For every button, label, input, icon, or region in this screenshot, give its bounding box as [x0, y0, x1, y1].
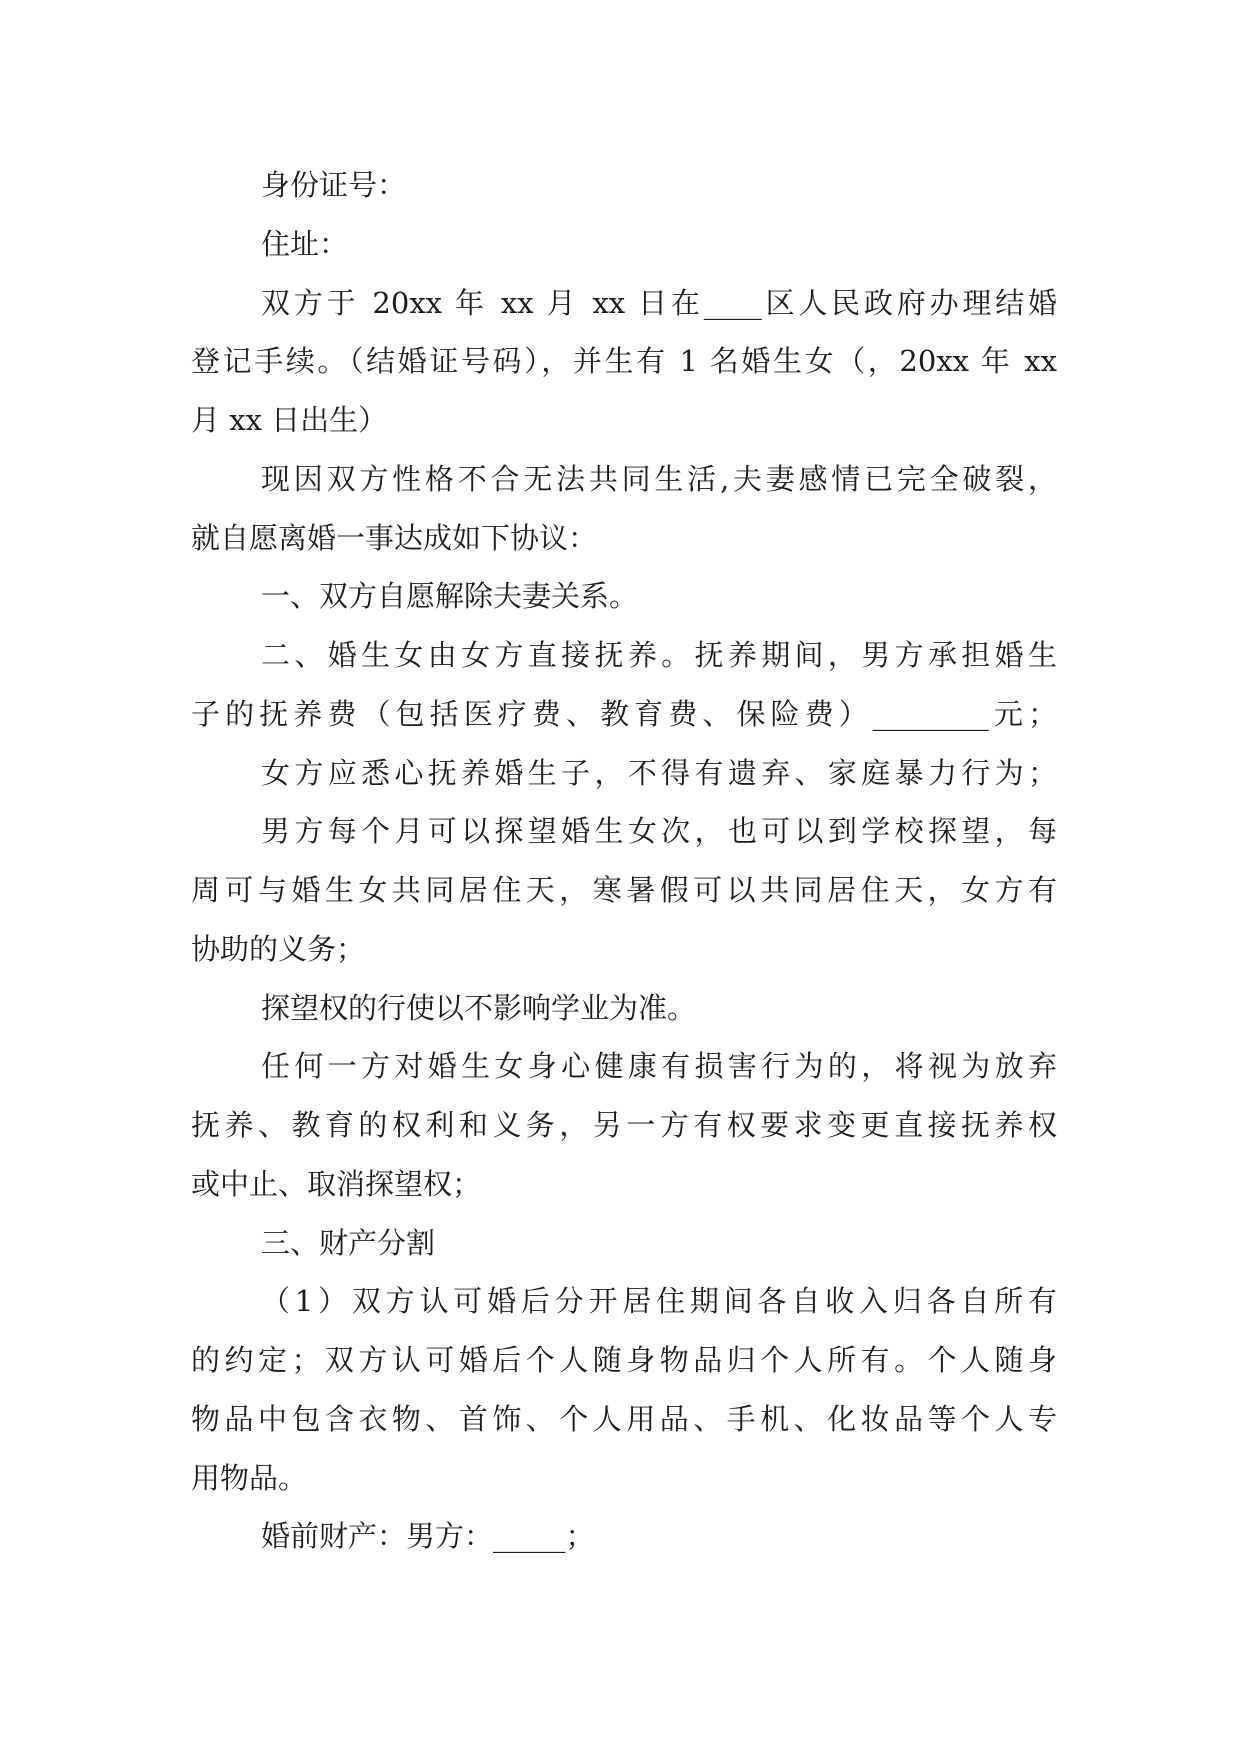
text-line: 探望权的行使以不影响学业为准。 [261, 990, 697, 1025]
clause-1-dissolve-marriage [191, 567, 1057, 626]
text-line: 二、婚生女由女方直接抚养。抚养期间，男方承担婚生 [261, 638, 1057, 672]
document-body [191, 156, 1057, 1566]
text-line: 协助的义务； [191, 931, 366, 966]
text-line: 一、双方自愿解除夫妻关系。 [261, 579, 639, 614]
text-line: 三、财产分割 [261, 1225, 436, 1260]
paragraph-premarital-property [191, 1507, 1057, 1566]
text-line: 物品中包含衣物、首饰、个人用品、手机、化妆品等个人专 [191, 1401, 1057, 1436]
text-line: 现因双方性格不合无法共同生活,夫妻感情已完全破裂， [261, 461, 1057, 496]
clause-2-child-custody [191, 626, 1057, 744]
text-line: 就自愿离婚一事达成如下协议： [191, 520, 598, 555]
paragraph-visitation [191, 802, 1057, 978]
text-line: 周可与婚生女共同居住天，寒暑假可以共同居住天，女方有 [191, 873, 1057, 907]
text-line: 双方于 20xx 年 xx 月 xx 日在____区人民政府办理结婚 [261, 285, 1057, 320]
text-line: 任何一方对婚生女身心健康有损害行为的，将视为放弃 [261, 1049, 1057, 1084]
paragraph-marriage-registration [191, 274, 1057, 450]
paragraph-divorce-reason [191, 450, 1057, 568]
paragraph-property-item-1 [191, 1272, 1057, 1507]
text-line: 用物品。 [191, 1460, 308, 1495]
text-line: 的约定；双方认可婚后个人随身物品归个人所有。个人随身 [191, 1343, 1057, 1377]
text-line: 住址： [261, 226, 349, 261]
text-line: 或中止、取消探望权； [191, 1166, 482, 1201]
text-line: 身份证号： [261, 168, 407, 202]
text-line: 月 xx 日出生） [191, 403, 388, 437]
text-line: 子的抚养费（包括医疗费、教育费、保险费）________元； [191, 696, 1057, 731]
text-line: 登记手续。（结婚证号码），并生有 1 名婚生女（，20xx 年 xx [191, 344, 1057, 379]
paragraph-harm-clause [191, 1037, 1057, 1213]
paragraph-id-number [191, 156, 1057, 215]
paragraph-visitation-limit [191, 979, 1057, 1038]
text-line: （1）双方认可婚后分开居住期间各自收入归各自所有 [261, 1284, 1057, 1319]
paragraph-mother-duty [191, 744, 1057, 803]
text-line: 婚前财产：男方：_____； [261, 1519, 595, 1554]
text-line: 抚养、教育的权利和义务，另一方有权要求变更直接抚养权 [191, 1108, 1057, 1142]
paragraph-address [191, 215, 1057, 274]
text-line: 男方每个月可以探望婚生女次，也可以到学校探望，每 [261, 814, 1057, 849]
text-line: 女方应悉心抚养婚生子，不得有遗弃、家庭暴力行为； [261, 755, 1057, 790]
clause-3-property-division [191, 1214, 1057, 1273]
